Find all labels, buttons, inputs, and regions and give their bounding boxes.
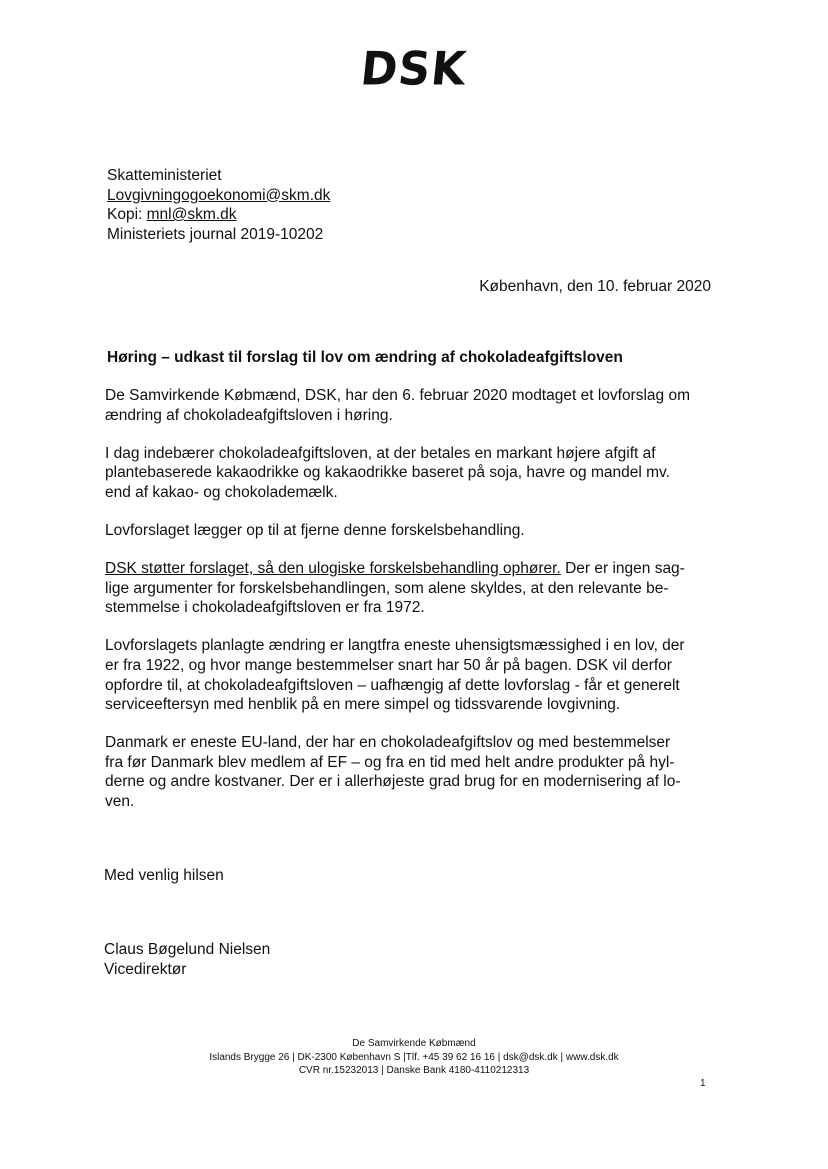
paragraph-5: Lovforslagets planlagte ændring er langtfra eneste uhensigtsmæssighed i en lov, der er fra 1922, og hvor mange bestemmelser snart har 50 år på bagen. DSK vil derfor opfordre til, at chokoladeafgiftsloven – uafhængig af dette lovforslag - får et generelt serviceeftersyn med henblik på en mere simpel og tidssvarende lovgivning. (105, 637, 685, 714)
page-footer (0, 1037, 828, 1078)
letter-date: København, den 10. februar 2020 (479, 278, 711, 295)
paragraph-6: Danmark er eneste EU-land, der har en chokoladeafgiftslov og med bestemmelser fra før Danmark blev medlem af EF – og fra en tid med helt andre produkter på hyl- derne og andre kostvaner. Der er i allerhøjeste grad brug for en modernisering af lo- ven. (105, 734, 681, 810)
paragraph-4: DSK støtter forslaget, så den ulogiske forskelsbehandling ophører. Der er ingen sag- lige argumenter for forskelsbehandlingen, som alene skyldes, at den relevante be- stemmelse i chokoladeafgiftsloven er fra 1972. (105, 560, 685, 617)
signer-title: Vicedirektør (104, 960, 187, 978)
paragraph-2: I dag indebærer chokoladeafgiftsloven, at der betales en markant højere afgift af plantebaserede kakaodrikke og kakaodrikke baseret på soja, havre og mandel mv. end af kakao- og chokolademælk. (105, 444, 670, 501)
copy-line (107, 205, 330, 225)
dsk-logo: DSK (358, 42, 470, 97)
signer-name: Claus Bøgelund Nielsen (104, 941, 271, 958)
footer-org: De Samvirkende Købmænd (352, 1038, 476, 1049)
highlighted-statement: DSK støtter forslaget, så den ulogiske forskelsbehandling ophører. (105, 560, 561, 578)
paragraph-3: Lovforslaget lægger op til at fjerne denne forskelsbehandling. (105, 521, 525, 539)
copy-email-link[interactable]: mnl@skm.dk (146, 206, 237, 223)
footer-address: Islands Brygge 26 | DK-2300 København S |Tlf. +45 39 62 16 16 | dsk@dsk.dk | www.dsk.dk (209, 1051, 619, 1063)
signature-block (104, 940, 270, 979)
copy-prefix: Kopi: (107, 206, 147, 223)
journal-number: Ministeriets journal 2019-10202 (107, 225, 324, 243)
closing-salutation: Med venlig hilsen (104, 867, 224, 884)
recipient-name: Skatteministeriet (107, 167, 222, 184)
footer-registry: CVR nr.15232013 | Danske Bank 4180-4110212313 (298, 1065, 530, 1076)
recipient-block (107, 166, 330, 244)
recipient-email-link[interactable]: Lovgivningogoekonomi@skm.dk (107, 186, 331, 204)
paragraph-1: De Samvirkende Købmænd, DSK, har den 6. februar 2020 modtaget et lovforslag om ændring af chokoladeafgiftsloven i høring. (105, 387, 690, 424)
letter-subject: Høring – udkast til forslag til lov om ændring af chokoladeafgiftsloven (107, 349, 623, 366)
page-number: 1 (700, 1078, 706, 1089)
letter-body (105, 386, 715, 830)
